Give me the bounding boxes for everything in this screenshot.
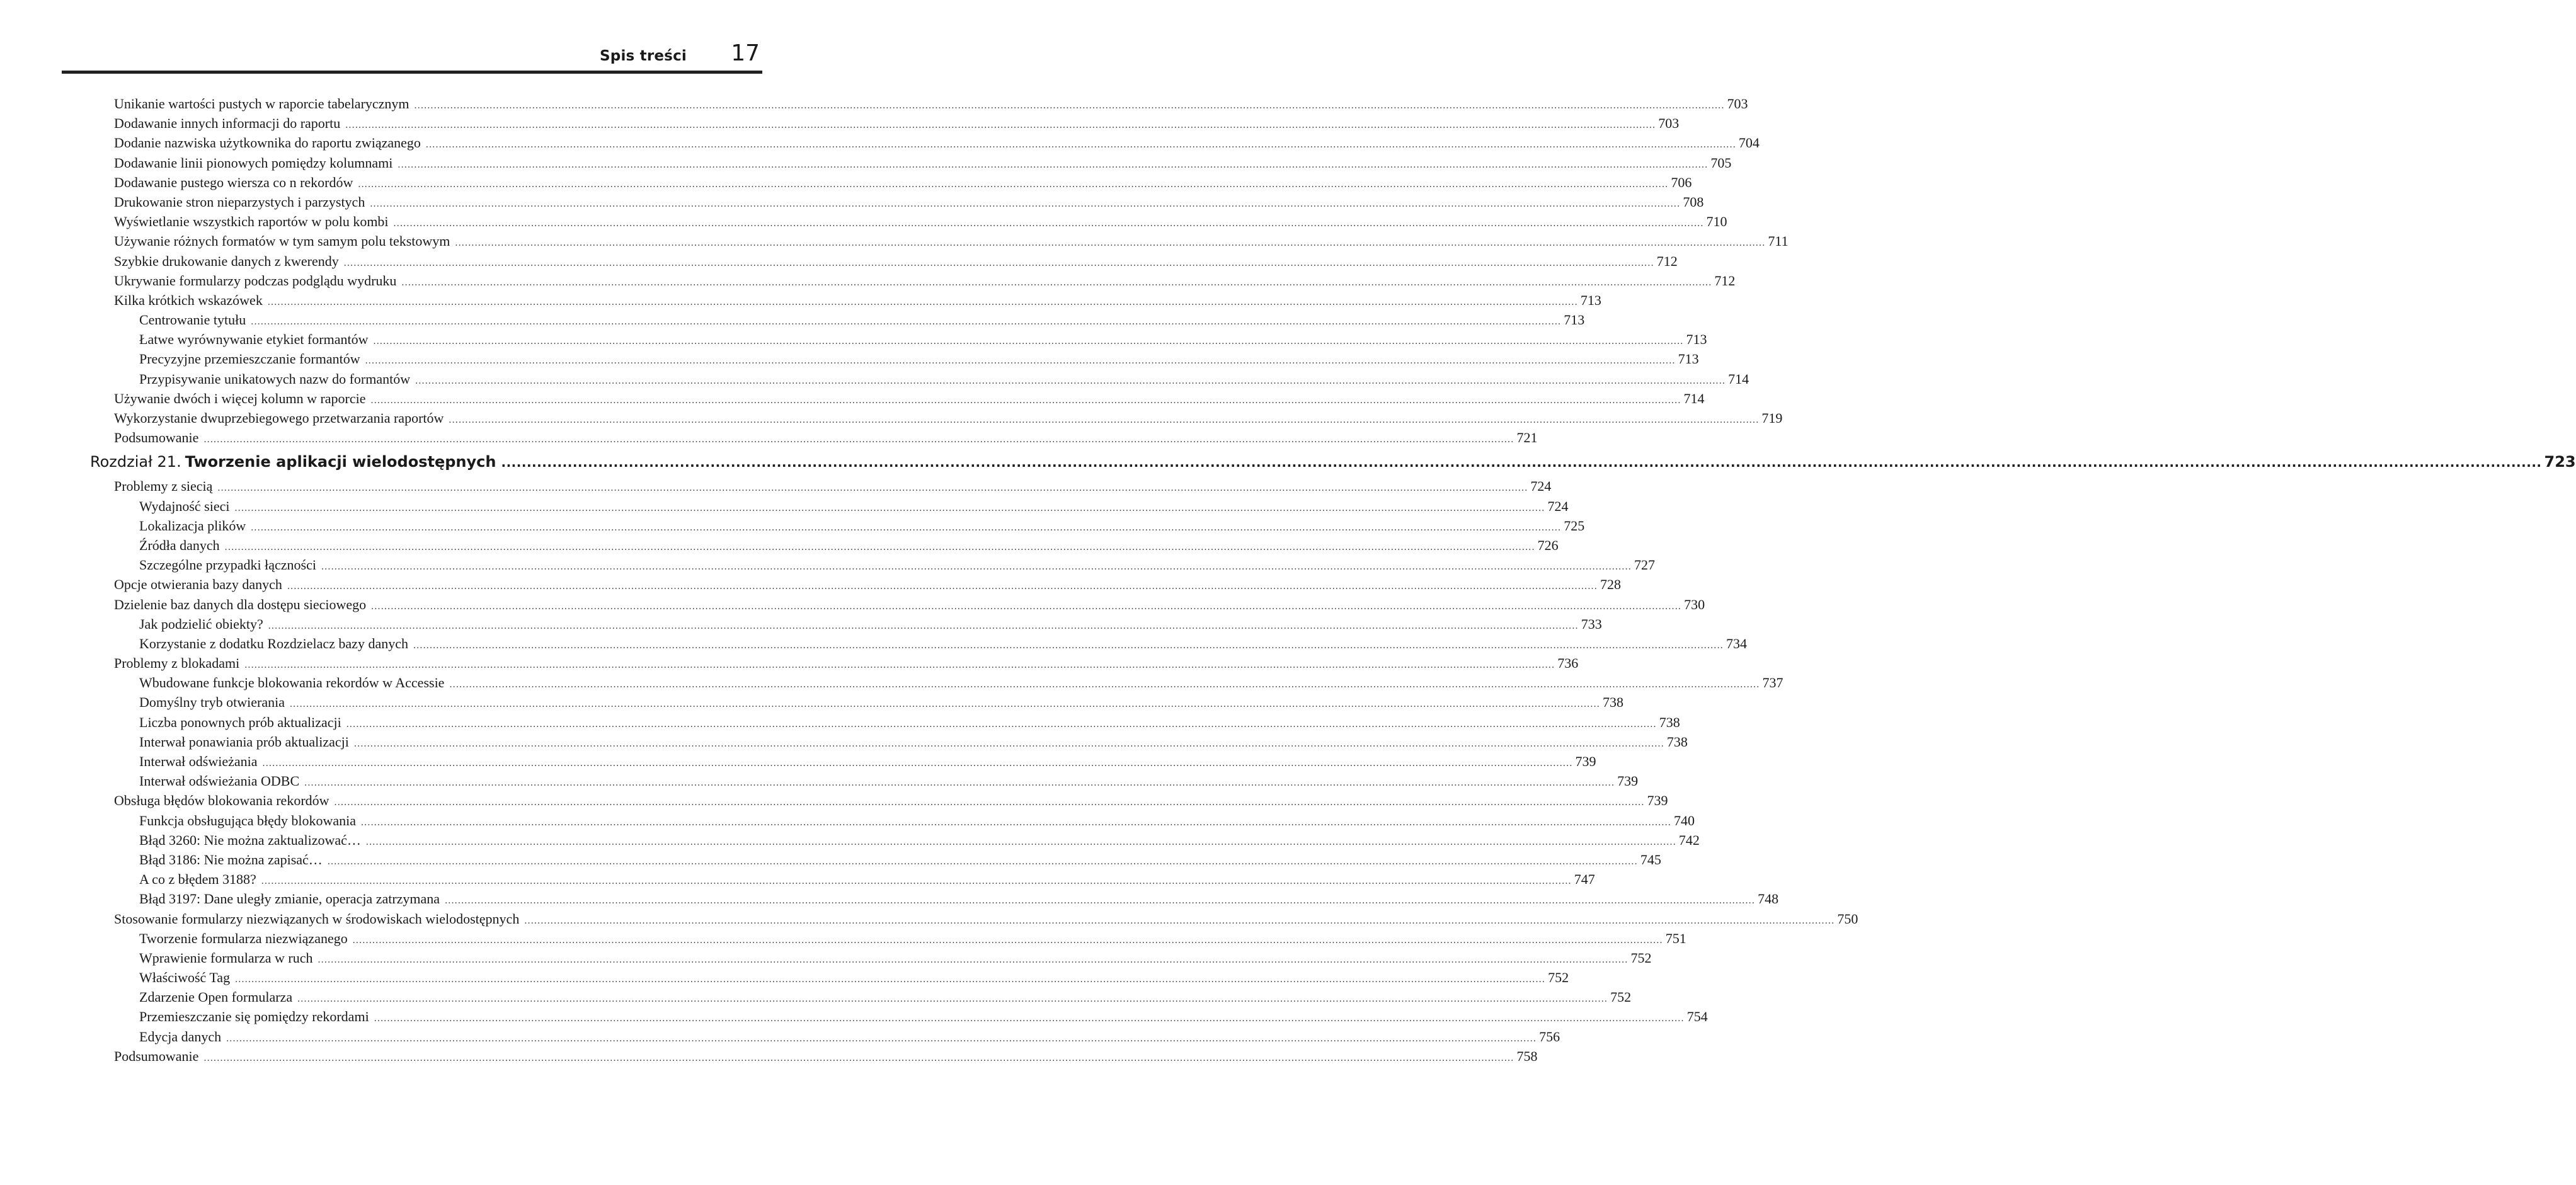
entry-title: Błąd 3197: Dane uległy zmianie, operacja zatrzymana xyxy=(139,891,440,907)
entry-page-number: 726 xyxy=(1537,537,1559,553)
toc-subentry xyxy=(139,773,1639,793)
toc-entry xyxy=(114,478,1552,498)
entry-title: Używanie różnych formatów w tym samym polu tekstowym xyxy=(114,233,450,249)
dot-leader: ................................................................................................................................................................................................................................................................................................................................................................................................................ xyxy=(370,198,1681,209)
entry-page-number: 739 xyxy=(1617,773,1639,789)
toc-subentry xyxy=(139,635,1747,655)
dot-leader: ................................................................................................................................................................................................................................................................................................................................................................................................................ xyxy=(371,600,1682,612)
toc-subentry xyxy=(139,930,1686,950)
entry-title: Precyzyjne przemieszczanie formantów xyxy=(139,351,360,367)
dot-leader: ................................................................................................................................................................................................................................................................................................................................................................................................................ xyxy=(374,1013,1685,1024)
dot-leader: ................................................................................................................................................................................................................................................................................................................................................................................................................ xyxy=(352,934,1663,946)
dot-leader: ................................................................................................................................................................................................................................................................................................................................................................................................................ xyxy=(360,816,1671,828)
toc-entry xyxy=(114,390,1705,410)
entry-page-number: 712 xyxy=(1714,272,1736,289)
entry-page-number: 754 xyxy=(1686,1009,1708,1025)
entry-page-number: 752 xyxy=(1548,970,1569,986)
toc-entry xyxy=(114,1048,1538,1068)
entry-title: Przemieszczanie się pomiędzy rekordami xyxy=(139,1009,369,1025)
toc-subentry xyxy=(139,675,1783,694)
header-rule xyxy=(62,71,762,74)
toc-entry xyxy=(114,214,1727,233)
entry-page-number: 703 xyxy=(1658,115,1680,132)
entry-page-number: 727 xyxy=(1634,557,1655,573)
toc-entry xyxy=(114,910,1858,930)
dot-leader: ................................................................................................................................................................................................................................................................................................................................................................................................................ xyxy=(251,522,1562,533)
entry-page-number: 710 xyxy=(1706,214,1727,230)
dot-leader: ................................................................................................................................................................................................................................................................................................................................................................................................................ xyxy=(251,316,1562,328)
entry-title: Dodawanie pustego wiersza co n rekordów xyxy=(114,174,353,190)
toc-subentry xyxy=(139,1009,1708,1028)
entry-page-number: 713 xyxy=(1686,331,1707,348)
entry-title: Właściwość Tag xyxy=(139,970,231,986)
toc-entry xyxy=(114,576,1621,596)
entry-page-number: 705 xyxy=(1710,154,1732,171)
page-number: 17 xyxy=(731,40,760,66)
toc-entry xyxy=(114,154,1732,175)
dot-leader: ................................................................................................................................................................................................................................................................................................................................................................................................................ xyxy=(289,699,1600,710)
dot-leader: ................................................................................................................................................................................................................................................................................................................................................................................................................ xyxy=(226,1033,1537,1044)
toc-subentry xyxy=(139,871,1595,891)
entry-title: Dodawanie innych informacji do raportu xyxy=(114,115,341,132)
toc-entry xyxy=(114,430,1538,449)
entry-page-number: 725 xyxy=(1564,517,1585,534)
entry-page-number: 719 xyxy=(1761,410,1783,426)
entry-title: Problemy z siecią xyxy=(114,478,213,495)
dot-leader: ................................................................................................................................................................................................................................................................................................................................................................................................................ xyxy=(262,758,1573,769)
dot-leader: ................................................................................................................................................................................................................................................................................................................................................................................................................ xyxy=(345,120,1656,131)
entry-title: Domyślny tryb otwierania xyxy=(139,694,285,711)
entry-title: Wprawienie formularza w ruch xyxy=(139,949,313,966)
toc-entry xyxy=(114,193,1704,214)
toc-entry xyxy=(114,272,1736,292)
toc-subentry xyxy=(139,989,1632,1009)
entry-page-number: 714 xyxy=(1683,390,1705,406)
entry-page-number: 734 xyxy=(1726,635,1747,651)
entry-page-number: 742 xyxy=(1678,832,1700,848)
toc-subentry xyxy=(139,331,1707,351)
entry-title: Problemy z blokadami xyxy=(114,655,240,672)
dot-leader: ................................................................................................................................................................................................................................................................................................................................................................................................................ xyxy=(353,738,1664,749)
toc-subentry xyxy=(139,537,1559,557)
entry-title: Szybkie drukowanie danych z kwerendy xyxy=(114,253,339,269)
entry-title: Edycja danych xyxy=(139,1028,222,1045)
entry-title: Drukowanie stron nieparzystych i parzystych xyxy=(114,193,365,210)
dot-leader: ................................................................................................................................................................................................................................................................................................................................................................................................................ xyxy=(365,836,1676,847)
entry-page-number: 737 xyxy=(1762,675,1783,691)
entry-page-number: 750 xyxy=(1837,910,1858,927)
toc-subentry xyxy=(139,370,1749,391)
dot-leader: ................................................................................................................................................................................................................................................................................................................................................................................................................ xyxy=(455,238,1766,249)
dot-leader: ................................................................................................................................................................................................................................................................................................................................................................................................................ xyxy=(393,218,1704,229)
entry-page-number: 721 xyxy=(1516,430,1538,446)
toc-subentry xyxy=(139,557,1655,576)
entry-title: Wydajność sieci xyxy=(139,498,230,514)
entry-page-number: 756 xyxy=(1539,1028,1560,1045)
toc-subentry xyxy=(139,498,1569,518)
dot-leader: ................................................................................................................................................................................................................................................................................................................................................................................................................ xyxy=(287,581,1598,592)
entry-page-number: 758 xyxy=(1516,1048,1538,1064)
entry-page-number: 733 xyxy=(1581,615,1602,632)
entry-page-number: 738 xyxy=(1659,714,1680,730)
chapter-prefix: Rozdział 21. xyxy=(90,453,181,471)
dot-leader: ................................................................................................................................................................................................................................................................................................................................................................................................................ xyxy=(415,375,1726,386)
entry-title: Dodanie nazwiska użytkownika do raportu związanego xyxy=(114,135,421,151)
dot-leader: ................................................................................................................................................................................................................................................................................................................................................................................................................ xyxy=(217,483,1528,494)
dot-leader: ................................................................................................................................................................................................................................................................................................................................................................................................................ xyxy=(370,394,1681,406)
entry-page-number: 745 xyxy=(1640,851,1661,867)
toc-subentry xyxy=(139,615,1602,636)
toc-subentry xyxy=(139,1028,1560,1048)
dot-leader: ................................................................................................................................................................................................................................................................................................................................................................................................................ xyxy=(267,296,1578,307)
toc-subentry xyxy=(139,949,1652,970)
toc-entry xyxy=(114,96,1748,115)
toc-subentry xyxy=(139,832,1700,852)
toc-entry xyxy=(114,292,1601,312)
dot-leader: ................................................................................................................................................................................................................................................................................................................................................................................................................ xyxy=(334,797,1645,808)
toc-entry xyxy=(114,115,1680,135)
dot-leader: ................................................................................................................................................................................................................................................................................................................................................................................................................ xyxy=(203,1052,1514,1063)
entry-title: Zdarzenie Open formularza xyxy=(139,989,293,1005)
entry-page-number: 713 xyxy=(1564,312,1585,328)
dot-leader: ................................................................................................................................................................................................................................................................................................................................................................................................................ xyxy=(373,336,1684,347)
entry-page-number: 713 xyxy=(1678,351,1699,367)
entry-title: Unikanie wartości pustych w raporcie tabelarycznym xyxy=(114,96,409,112)
toc-subentry xyxy=(139,753,1596,773)
entry-page-number: 724 xyxy=(1530,478,1552,495)
entry-title: Wbudowane funkcje blokowania rekordów w Accessie xyxy=(139,675,445,691)
entry-title: Przypisywanie unikatowych nazw do formantów xyxy=(139,370,411,387)
dot-leader: ................................................................................................................................................................................................................................................................................................................................................................................................................ xyxy=(346,718,1657,730)
entry-page-number: 730 xyxy=(1684,596,1705,612)
entry-title: Stosowanie formularzy niezwiązanych w środowiskach wielodostępnych xyxy=(114,910,520,927)
toc-subentry xyxy=(139,351,1699,370)
dot-leader: ................................................................................................................................................................................................................................................................................................................................................................................................................ xyxy=(203,434,1514,445)
entry-title: Interwał ponawiania prób aktualizacji xyxy=(139,733,349,750)
dot-leader: ................................................................................................................................................................................................................................................................................................................................................................................................................ xyxy=(524,915,1835,926)
entry-title: Wyświetlanie wszystkich raportów w polu kombi xyxy=(114,214,389,230)
entry-title: Dodawanie linii pionowych pomiędzy kolumnami xyxy=(114,154,393,171)
entry-title: A co z błędem 3188? xyxy=(139,871,256,888)
entry-page-number: 713 xyxy=(1580,292,1601,308)
dot-leader: ................................................................................................................................................................................................................................................................................................................................................................................................................ xyxy=(327,856,1638,867)
dot-leader: ................................................................................................................................................................................................................................................................................................................................................................................................................ xyxy=(268,620,1579,631)
section-title: Spis treści xyxy=(600,48,687,64)
entry-title: Szczególne przypadki łączności xyxy=(139,557,316,573)
entry-page-number: 751 xyxy=(1665,930,1686,946)
entry-title: Liczba ponownych prób aktualizacji xyxy=(139,714,341,730)
entry-page-number: 706 xyxy=(1671,174,1692,190)
dot-leader: ................................................................................................................................................................................................................................................................................................................................................................................................................ xyxy=(304,777,1615,789)
entry-title: Centrowanie tytułu xyxy=(139,312,246,328)
running-header xyxy=(62,39,762,71)
dot-leader: ................................................................................................................................................................................................................................................................................................................................................................................................................ xyxy=(358,178,1669,190)
dot-leader: ................................................................................................................................................................................................................................................................................................................................................................................................................ xyxy=(449,415,1760,425)
toc-subentry xyxy=(139,812,1695,832)
toc-subentry xyxy=(139,851,1661,871)
toc-subentry xyxy=(139,714,1680,734)
toc-entry xyxy=(114,793,1668,812)
entry-page-number: 740 xyxy=(1673,812,1695,828)
dot-leader: ................................................................................................................................................................................................................................................................................................................................................................................................................ xyxy=(445,895,1756,907)
toc-entry xyxy=(114,135,1760,154)
dot-leader: ................................................................................................................................................................................................................................................................................................................................................................................................................ xyxy=(224,541,1535,552)
toc-entry xyxy=(114,233,1789,253)
dot-leader: ................................................................................................................................................................................................................................................................................................................................................................................................................ xyxy=(449,679,1760,690)
entry-title: Funkcja obsługująca błędy blokowania xyxy=(139,812,356,828)
entry-title: Błąd 3186: Nie można zapisać… xyxy=(139,851,323,867)
toc-subentry xyxy=(139,694,1623,714)
entry-title: Kilka krótkich wskazówek xyxy=(114,292,263,308)
dot-leader: ................................................................................................................................................................................................................................................................................................................................................................................................................ xyxy=(425,139,1736,151)
entry-title: Łatwe wyrównywanie etykiet formantów xyxy=(139,331,369,348)
toc-entry xyxy=(114,253,1678,273)
toc-entry xyxy=(114,596,1705,616)
toc-subentry xyxy=(139,312,1585,331)
entry-page-number: 736 xyxy=(1557,655,1579,672)
entry-page-number: 723 xyxy=(2544,453,2576,471)
toc-entry xyxy=(114,655,1579,675)
entry-page-number: 752 xyxy=(1630,949,1652,966)
table-of-contents xyxy=(0,96,2576,1068)
entry-title: Korzystanie z dodatku Rozdzielacz bazy danych xyxy=(139,635,408,651)
entry-title: Jak podzielić obiekty? xyxy=(139,615,263,632)
entry-page-number: 703 xyxy=(1727,96,1748,112)
entry-title: Interwał odświeżania ODBC xyxy=(139,773,300,789)
toc-entry xyxy=(114,174,1692,194)
entry-page-number: 739 xyxy=(1647,793,1668,809)
dot-leader: ................................................................................................................................................................................................................................................................................................................................................................................................................ xyxy=(321,561,1632,573)
dot-leader: ................................................................................................................................................................................................................................................................................................................................................................................................................ xyxy=(398,159,1709,170)
dot-leader: ................................................................................................................................................................................................................................................................................................................................................................................................................ xyxy=(343,257,1654,268)
entry-title: Podsumowanie xyxy=(114,430,199,446)
dot-leader: ................................................................................................................................................................................................................................................................................................................................................................................................................ xyxy=(413,639,1724,651)
entry-title: Wykorzystanie dwuprzebiegowego przetwarzania raportów xyxy=(114,410,444,426)
entry-title: Ukrywanie formularzy podczas podglądu wydruku xyxy=(114,272,397,289)
dot-leader: ................................................................................................................................................................................................................................................................................................................................................................................................................ xyxy=(261,876,1572,887)
entry-page-number: 711 xyxy=(1768,233,1789,249)
entry-page-number: 739 xyxy=(1575,753,1596,769)
entry-title: Interwał odświeżania xyxy=(139,753,258,769)
toc-subentry xyxy=(139,970,1569,989)
entry-page-number: 714 xyxy=(1728,370,1749,387)
entry-title: Obsługa błędów blokowania rekordów xyxy=(114,793,329,809)
entry-page-number: 728 xyxy=(1600,576,1621,593)
entry-title: Dzielenie baz danych dla dostępu sieciowego xyxy=(114,596,367,612)
chapter-title: Tworzenie aplikacji wielodostępnych xyxy=(185,453,496,471)
dot-leader: ................................................................................................................................................................................................................................................................................................................................................................................................................ xyxy=(244,660,1555,671)
dot-leader: ................................................................................................................................................................................................................................................................................................................................................................................................................ xyxy=(501,455,2542,471)
entry-page-number: 704 xyxy=(1738,135,1760,151)
dot-leader: ................................................................................................................................................................................................................................................................................................................................................................................................................ xyxy=(297,993,1608,1005)
dot-leader: ................................................................................................................................................................................................................................................................................................................................................................................................................ xyxy=(318,954,1629,965)
entry-title: Opcje otwierania bazy danych xyxy=(114,576,282,593)
toc-entry xyxy=(114,410,1783,430)
toc-subentry xyxy=(139,517,1585,537)
entry-page-number: 748 xyxy=(1758,891,1779,907)
entry-page-number: 738 xyxy=(1602,694,1623,711)
toc-chapter-heading xyxy=(90,449,2576,478)
entry-title: Lokalizacja plików xyxy=(139,517,246,534)
toc-subentry xyxy=(139,891,1779,910)
dot-leader: ................................................................................................................................................................................................................................................................................................................................................................................................................ xyxy=(401,277,1712,288)
dot-leader: ................................................................................................................................................................................................................................................................................................................................................................................................................ xyxy=(414,100,1725,111)
entry-title: Podsumowanie xyxy=(114,1048,199,1064)
dot-leader: ................................................................................................................................................................................................................................................................................................................................................................................................................ xyxy=(234,502,1545,513)
entry-page-number: 724 xyxy=(1547,498,1569,514)
entry-page-number: 747 xyxy=(1574,871,1595,888)
entry-title: Tworzenie formularza niezwiązanego xyxy=(139,930,348,946)
entry-page-number: 712 xyxy=(1656,253,1678,269)
dot-leader: ................................................................................................................................................................................................................................................................................................................................................................................................................ xyxy=(365,355,1676,367)
entry-title: Źródła danych xyxy=(139,537,220,553)
entry-page-number: 738 xyxy=(1666,733,1688,750)
entry-title: Błąd 3260: Nie można zaktualizować… xyxy=(139,832,361,848)
toc-subentry xyxy=(139,733,1688,753)
entry-page-number: 752 xyxy=(1610,989,1632,1005)
dot-leader: ................................................................................................................................................................................................................................................................................................................................................................................................................ xyxy=(235,974,1546,985)
entry-page-number: 708 xyxy=(1683,193,1704,210)
entry-title: Używanie dwóch i więcej kolumn w raporcie xyxy=(114,390,366,406)
